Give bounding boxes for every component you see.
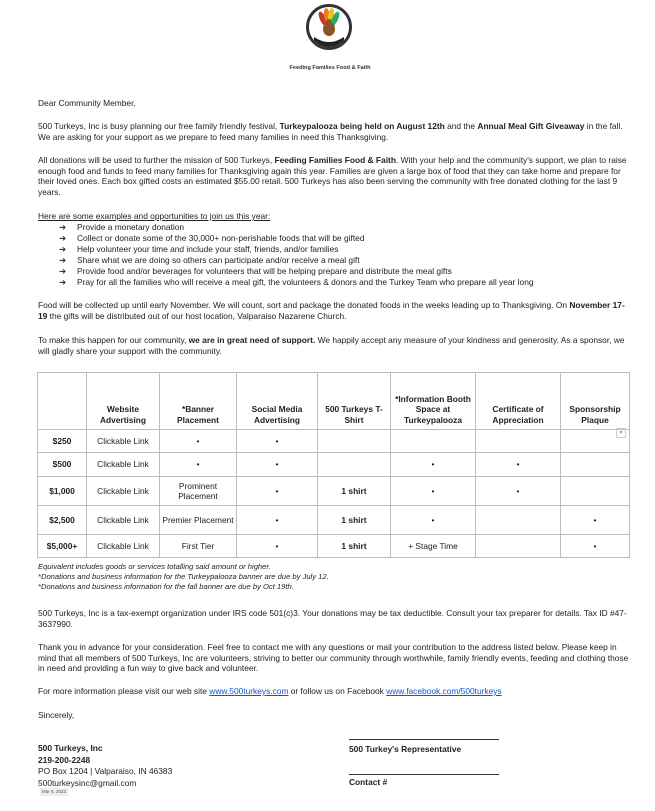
- paragraph-support: To make this happen for our community, we are in great need of support. We happily accept any measure of your kindness and generosity. As a sponsor, we will gladly share your support with the community.: [38, 335, 625, 356]
- org-contact-block: [38, 743, 172, 789]
- amount-cell: $250: [38, 430, 87, 453]
- table-cell: •: [237, 506, 318, 535]
- table-header-row: [38, 373, 630, 430]
- table-cell: •: [237, 535, 318, 558]
- table-cell: [561, 477, 630, 506]
- table-cell: •: [160, 453, 237, 477]
- header-cell: 500 Turkeys T-Shirt: [318, 373, 391, 430]
- sign-off: Sincerely,: [38, 710, 75, 720]
- arrow-icon: ➔: [59, 277, 67, 287]
- facebook-link[interactable]: www.facebook.com/500turkeys: [386, 686, 502, 696]
- table-cell: •: [561, 535, 630, 558]
- logo: [284, 4, 376, 74]
- table-cell: Clickable Link: [87, 506, 160, 535]
- arrow-icon: ➔: [59, 266, 67, 276]
- note-line: *Donations and business information for the fall banner are due by Oct 19th.: [38, 582, 294, 591]
- org-phone: 219-200-2248: [38, 754, 91, 765]
- list-item: ➔ Share what we are doing so others can participate and/or receive a meal gift: [59, 255, 360, 265]
- list-item: ➔ Help volunteer your time and include your staff, friends, and/or families: [59, 244, 339, 254]
- table-cell: [561, 453, 630, 477]
- table-row: [38, 477, 630, 506]
- website-link[interactable]: www.500turkeys.com: [209, 686, 289, 696]
- header-cell: Social Media Advertising: [237, 373, 318, 430]
- table-cell: •: [160, 430, 237, 453]
- header-cell: Sponsorship Plaque: [561, 373, 630, 430]
- table-notes: [38, 562, 329, 592]
- arrow-icon: ➔: [59, 255, 67, 265]
- header-cell: *Information Booth Space at Turkeypalooza: [391, 373, 476, 430]
- org-address: PO Box 1204 | Valparaiso, IN 46383: [38, 766, 173, 776]
- amount-cell: $1,000: [38, 477, 87, 506]
- table-cell: [476, 506, 561, 535]
- table-cell: [318, 430, 391, 453]
- table-cell: Clickable Link: [87, 477, 160, 506]
- list-item: ➔ Collect or donate some of the 30,000+ non-perishable foods that will be gifted: [59, 233, 365, 243]
- arrow-icon: ➔: [59, 222, 67, 232]
- table-cell: Clickable Link: [87, 535, 160, 558]
- table-cell: •: [391, 477, 476, 506]
- table-cell: Prominent Placement: [160, 477, 237, 506]
- arrow-icon: ➔: [59, 244, 67, 254]
- paragraph-tax: 500 Turkeys, Inc is a tax-exempt organization under IRS code 501(c)3. Your donations may be tax deductible. Consult your tax preparer for details. Tax ID #47-3637990.: [38, 608, 627, 629]
- arrow-icon: ➔: [59, 233, 67, 243]
- table-cell: + Stage Time: [391, 535, 476, 558]
- salutation: Dear Community Member,: [38, 98, 136, 108]
- list-item: ➔ Provide a monetary donation: [59, 222, 185, 232]
- table-cell: 1 shirt: [318, 477, 391, 506]
- table-cell: Premier Placement: [160, 506, 237, 535]
- paragraph-more-info: For more information please visit our web site www.500turkeys.com or follow us on Facebook www.facebook.com/500turkeys: [38, 686, 502, 696]
- table-cell: Clickable Link: [87, 453, 160, 477]
- paragraph-thanks: Thank you in advance for your consideration. Feel free to contact me with any questions or mail your contribution to the address listed below. Please keep in mind that all members of 500 Turkeys, Inc are volunteers, striving to better our community through worthwhile, family friendly events, feeding and clothing those in need and providing a fun way to give back and volunteer.: [38, 642, 629, 673]
- table-row: [38, 430, 630, 453]
- header-cell: Certificate of Appreciation: [476, 373, 561, 430]
- table-cell: 1 shirt: [318, 506, 391, 535]
- logo-tagline: Feeding Families Food & Faith: [289, 65, 371, 71]
- sponsorship-table: [37, 372, 630, 558]
- table-cell: •: [391, 506, 476, 535]
- table-cell: •: [237, 453, 318, 477]
- table-cell: •: [561, 506, 630, 535]
- contact-label: Contact #: [349, 777, 388, 787]
- table-cell: [476, 535, 561, 558]
- representative-label: 500 Turkey's Representative: [349, 744, 462, 754]
- org-name: 500 Turkeys, Inc: [38, 743, 103, 753]
- paragraph-intro: 500 Turkeys, Inc is busy planning our free family friendly festival, Turkeypalooza being held on August 12th and the Annual Meal Gift Giveaway in the fall. We are asking for your support as we prepare to feed many families in need this Thanksgiving.: [38, 121, 623, 142]
- header-cell: *Banner Placement: [160, 373, 237, 430]
- paragraph-mission: All donations will be used to further the mission of 500 Turkeys, Feeding Families Food & Faith. With your help and the community's support, we plan to raise enough food and funds to feed many families for Thanksgiving again this year. Families are given a large box of food that they can take home and prepare for their loved ones. Each box gifted costs an estimated $55.00 retail. 500 Turkeys has also been serving the community with free donated clothing for the last 9 years.: [38, 155, 627, 197]
- table-cell: First Tier: [160, 535, 237, 558]
- turkey-logo-icon: [306, 4, 352, 50]
- header-cell: Website Advertising: [87, 373, 160, 430]
- examples-list: [59, 222, 534, 288]
- table-cell: [318, 453, 391, 477]
- list-item: ➔ Provide food and/or beverages for volunteers that will be helping prepare and distribute the meal gifts: [59, 266, 452, 276]
- amount-cell: $5,000+: [38, 535, 87, 558]
- examples-heading: Here are some examples and opportunities to join us this year:: [38, 211, 271, 221]
- table-row: [38, 453, 630, 477]
- table-cell: •: [237, 477, 318, 506]
- table-cell: Clickable Link: [87, 430, 160, 453]
- amount-cell: $2,500: [38, 506, 87, 535]
- header-cell: [38, 373, 87, 430]
- amount-cell: $500: [38, 453, 87, 477]
- table-cell: •: [476, 453, 561, 477]
- contact-line: [349, 774, 499, 775]
- org-email: 500turkeysinc@gmail.com: [38, 777, 137, 788]
- table-cell: 1 shirt: [318, 535, 391, 558]
- table-cell: [476, 430, 561, 453]
- table-cell: •: [391, 453, 476, 477]
- note-line: Equivalent includes goods or services totalling said amount or higher.: [38, 562, 271, 571]
- signature-line: [349, 739, 499, 740]
- table-cell: [391, 430, 476, 453]
- list-item: ➔ Pray for all the families who will receive a meal gift, the volunteers & donors and the Turkey Team who prepare all year long: [59, 277, 534, 287]
- date-stamp: Mar 6, 2023: [42, 789, 67, 794]
- note-line: *Donations and business information for the Turkeypalooza banner are due by July 12.: [38, 572, 329, 581]
- table-row: [38, 535, 630, 558]
- paragraph-collection: Food will be collected up until early November. We will count, sort and package the donated foods in the weeks leading up to Thanksgiving. On November 17-19 the gifts will be distributed out of our host location, Valparaiso Nazarene Church.: [38, 300, 625, 321]
- table-cell: •: [237, 430, 318, 453]
- dropdown-icon[interactable]: ▾: [616, 428, 626, 438]
- table-cell: •: [476, 477, 561, 506]
- table-row: [38, 506, 630, 535]
